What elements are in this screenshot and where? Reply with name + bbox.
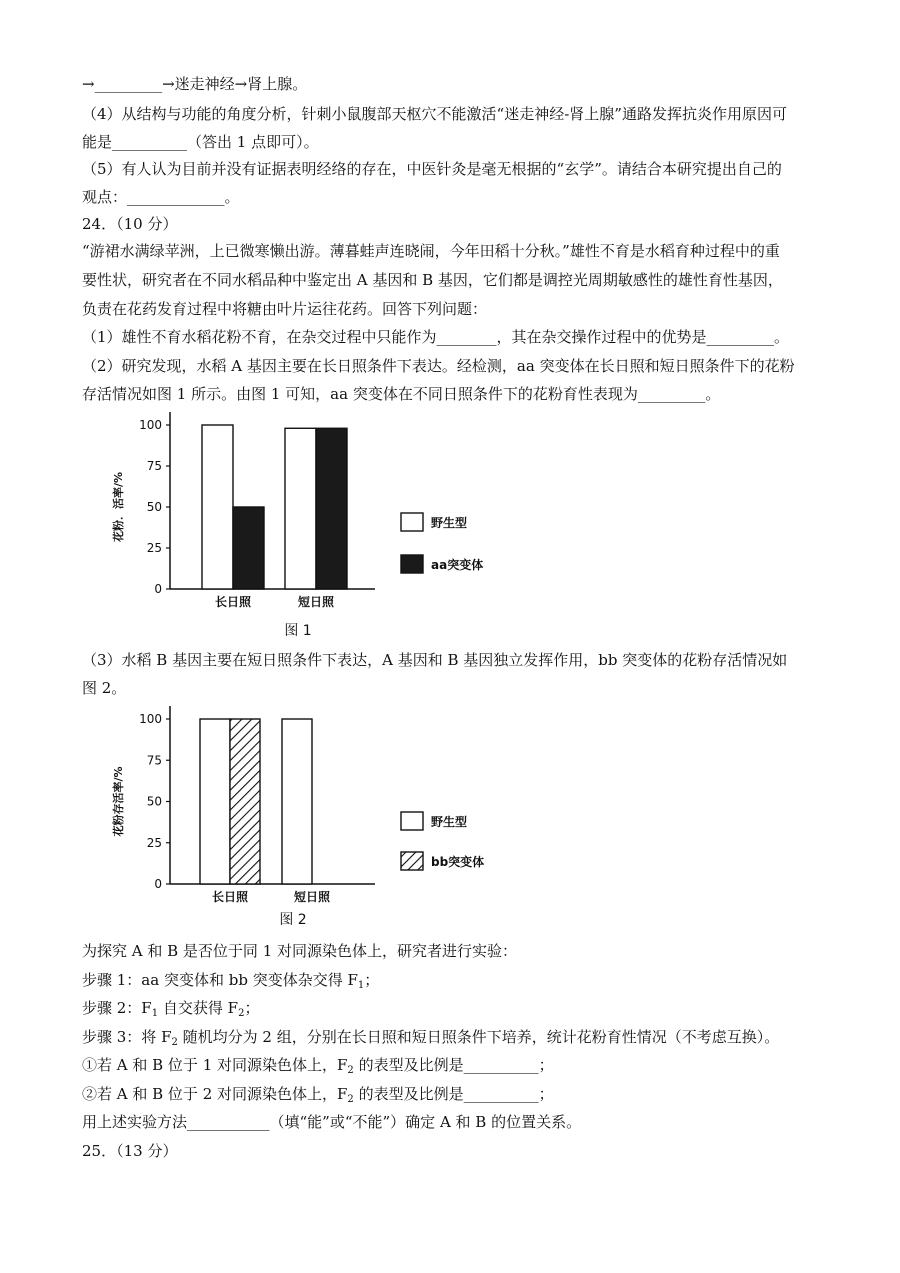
text-line: （5）有人认为目前并没有证据表明经络的存在，中医针灸是毫无根据的“玄学”。请结合本研究提出自己的 [82,160,782,178]
question-number: 24．（10 分） [82,215,178,233]
subscript: 1 [357,980,365,991]
legend-swatch-wild-type [401,812,423,830]
y-tick-label: 75 [146,459,162,473]
text-line: 观点：_____________。 [82,188,240,206]
text-run: 的表型及比例是__________； [353,1085,554,1103]
x-tick-label: 短日照 [297,595,335,609]
subscript: 2 [347,1065,354,1076]
x-tick-label: 长日照 [214,595,252,609]
subscript: 2 [238,1008,245,1019]
text-line: 存活情况如图 1 所示。由图 1 可知，aa 突变体在不同日照条件下的花粉育性表现为_________。 [82,385,721,403]
text-run: 步骤 2：F [82,999,152,1017]
text-line: （2）研究发现，水稻 A 基因主要在长日照条件下表达。经检测，aa 突变体在长日照和短日照条件下的花粉 [82,357,795,375]
subscript: 2 [347,1094,354,1105]
text-line [82,970,379,996]
text-run: 随机均分为 2 组，分别在长日照和短日照条件下培养，统计花粉育性情况（不考虑互换）。 [177,1028,780,1046]
legend-label-wild-type: 野生型 [431,815,468,829]
text-line [82,1084,554,1110]
y-tick-label: 100 [139,712,162,726]
bar-wild-type [282,719,312,884]
text-line: “游裙水满绿苹洲，上已微寒懒出游。薄暮蛙声连晓闹，今年田稻十分秋。”雄性不育是水稻育种过程中的重 [82,242,780,260]
y-tick-label: 25 [146,835,162,850]
figure-caption: 图 1 [284,623,312,639]
text-line: 负责在花药发育过程中将糖由叶片运往花药。回答下列问题： [82,300,488,318]
y-tick-label: 50 [146,500,162,514]
x-tick-label: 短日照 [293,890,331,904]
text-line: 要性状，研究者在不同水稻品种中鉴定出 A 基因和 B 基因，它们都是调控光周期敏感性的雄性育性基因， [82,271,783,289]
x-tick-label: 长日照 [211,890,249,904]
legend-label-mutant: aa突变体 [431,558,484,572]
y-tick-label: 0 [154,582,162,596]
legend-swatch-mutant [401,555,423,573]
bar-wild-type [200,719,230,884]
subscript: 1 [151,1008,159,1019]
text-run: ②若 A 和 B 位于 2 对同源染色体上，F [82,1085,348,1103]
text-run: 步骤 3：将 F [82,1028,172,1046]
question-number: 25．（13 分） [82,1142,178,1160]
bar-mutant [233,507,264,589]
text-line: →_________→迷走神经→肾上腺。 [82,75,308,93]
text-run: 步骤 1：aa 突变体和 bb 突变体杂交得 F [82,971,358,989]
bar-wild-type [202,425,233,589]
text-line: （4）从结构与功能的角度分析，针刺小鼠腹部天枢穴不能激活“迷走神经-肾上腺”通路发挥抗炎作用原因可 [82,105,787,123]
subscript: 2 [171,1037,178,1048]
text-line: 用上述实验方法___________（填“能”或“不能”）确定 A 和 B 的位置关系。 [82,1113,582,1131]
legend-swatch-wild-type [401,513,423,531]
bar-wild-type [285,428,316,589]
y-tick-label: 100 [139,418,162,432]
legend-label-mutant: bb突变体 [431,855,485,869]
y-tick-label: 0 [154,877,162,891]
figure-caption: 图 2 [279,912,307,928]
text-line [82,1027,779,1053]
text-line: 能是__________（答出 1 点即可）。 [82,133,319,151]
y-tick-label: 25 [146,541,162,555]
text-run: ； [244,999,260,1017]
text-run: ； [364,971,380,989]
text-line: （3）水稻 B 基因主要在短日照条件下表达，A 基因和 B 基因独立发挥作用，bb 突变体的花粉存活情况如 [82,651,788,669]
bar-mutant [230,719,260,884]
legend-label-wild-type: 野生型 [431,516,468,530]
y-axis-label: 花粉存活率/% [112,766,125,837]
text-line [82,1055,554,1081]
text-line: 为探究 A 和 B 是否位于同 1 对同源染色体上，研究者进行实验： [82,942,518,960]
text-run: 的表型及比例是__________； [353,1056,554,1074]
text-run: 自交获得 F [158,999,239,1017]
legend-swatch-mutant [401,852,423,870]
bar-mutant [316,428,347,589]
y-axis-label: 花粉．活率/% [112,471,125,543]
text-line: 图 2。 [82,679,127,697]
y-tick-label: 50 [146,794,162,809]
text-line: （1）雄性不育水稻花粉不育，在杂交过程中只能作为________，其在杂交操作过程中的优势是_________。 [82,328,790,346]
y-tick-label: 75 [146,753,162,768]
text-line [82,998,259,1024]
text-run: ①若 A 和 B 位于 1 对同源染色体上，F [82,1056,348,1074]
